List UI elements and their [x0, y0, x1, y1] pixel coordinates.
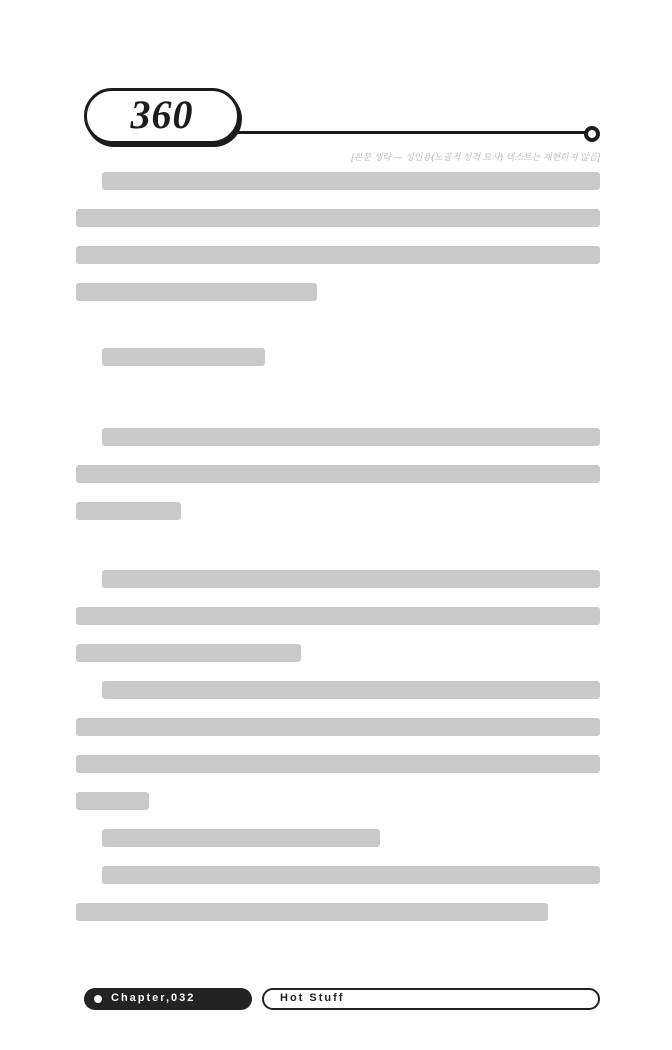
- redacted-text-line: [76, 209, 600, 227]
- redacted-text-line: [76, 246, 600, 264]
- paragraph-3: [76, 570, 600, 681]
- redacted-text-line: [76, 755, 600, 773]
- footer-chapter-pill: [84, 988, 252, 1010]
- dialogue-line: [76, 829, 600, 866]
- redacted-text-line: [102, 570, 600, 588]
- redacted-text-line: [76, 607, 600, 625]
- redacted-text-line: [76, 465, 600, 483]
- redacted-text-line: [102, 866, 600, 884]
- redacted-text-line: [102, 428, 600, 446]
- redacted-text-line: [76, 502, 181, 520]
- sound-effect-line: [76, 348, 600, 385]
- paragraph-4: [76, 681, 600, 829]
- page-number: 360: [130, 91, 194, 137]
- paragraph-1: [76, 172, 600, 320]
- bullet-dot-icon: [94, 995, 102, 1003]
- redacted-text-line: [76, 903, 548, 921]
- paragraph-5: [76, 866, 600, 940]
- redacted-text-line: [76, 644, 301, 662]
- footer-title-pill: [262, 988, 600, 1010]
- redacted-text-line: [102, 829, 380, 847]
- redaction-notice: [본문 생략 — 성인용(노골적 성적 묘사) 텍스트는 재현하지 않음]: [351, 152, 600, 162]
- body-text-area: [76, 0, 600, 960]
- redacted-text-line: [76, 792, 149, 810]
- paragraph-2: [76, 428, 600, 539]
- footer-title-label: Hot Stuff: [280, 992, 345, 1004]
- redacted-text-line: [76, 283, 317, 301]
- redacted-text-line: [102, 681, 600, 699]
- redacted-text-line: [102, 348, 265, 366]
- footer-chapter-label: Chapter,032: [111, 992, 196, 1004]
- redacted-text-line: [102, 172, 600, 190]
- redacted-text-line: [76, 718, 600, 736]
